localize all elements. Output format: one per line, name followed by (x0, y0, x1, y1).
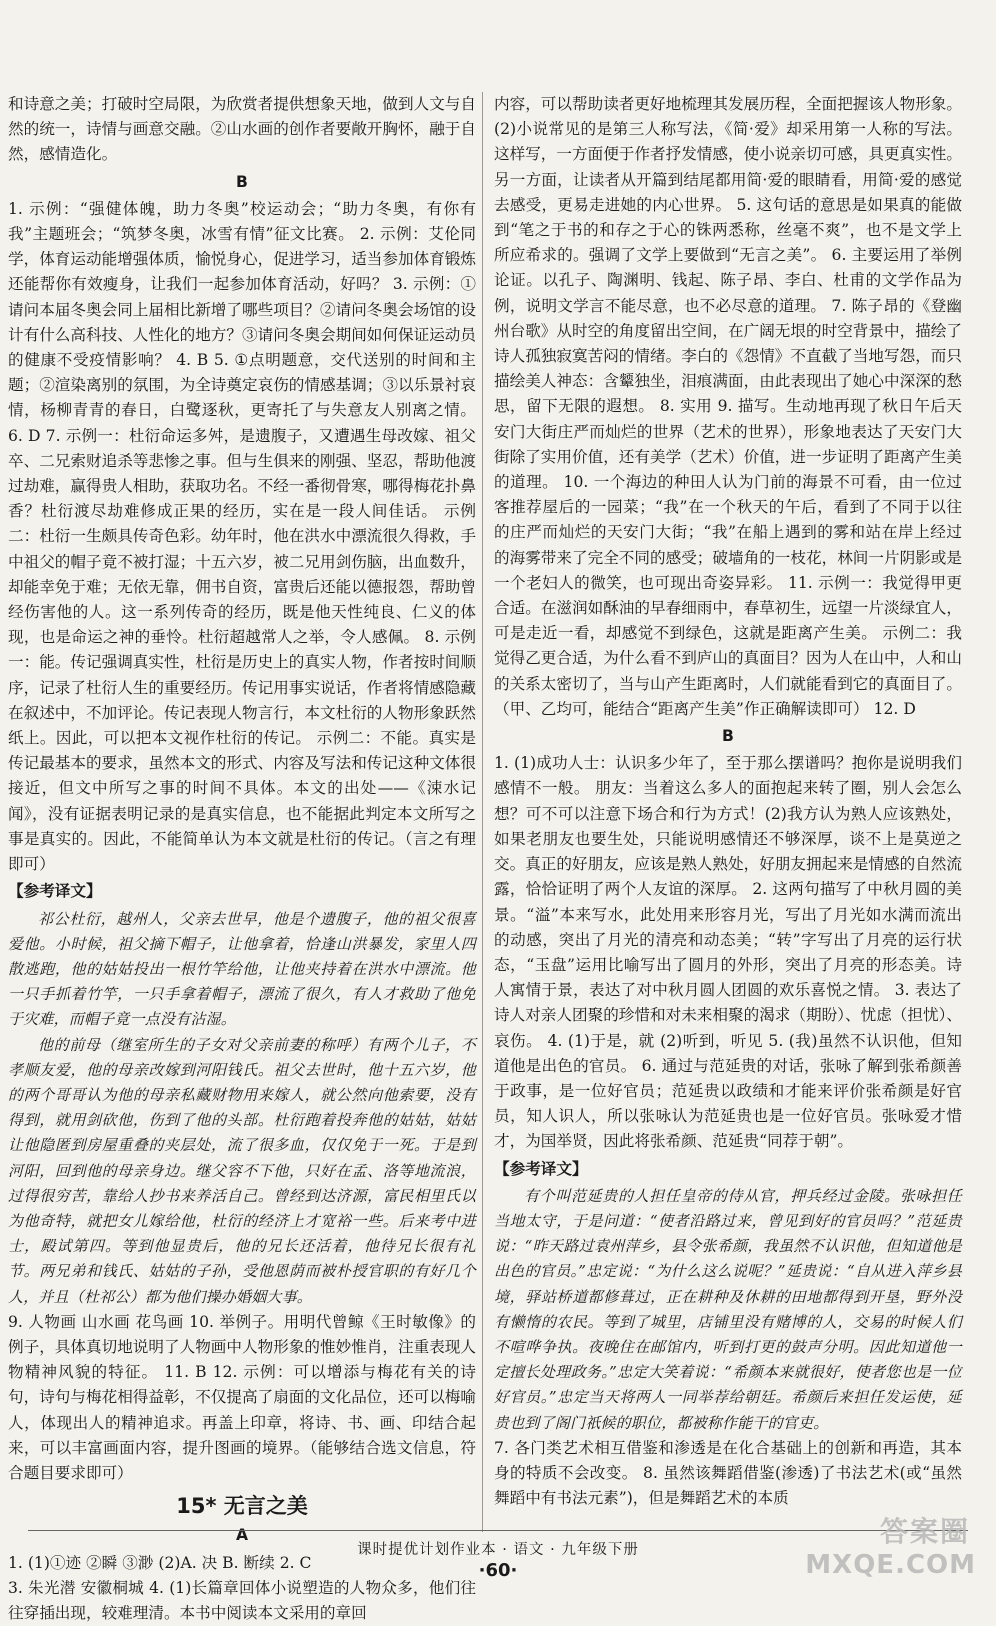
answer-paragraph: 1. (1)成功人士：认识多少年了，至于那么摆谱吗？抱你是说明我们感情不一般。 朋友：当着这么多人的面抱起来转了圈，别人会怎么想？可不可以注意下场合和行为方式！(2)我方认为熟人应该熟处，如果老朋友也要生处，只能说明感情还不够深厚，谈不上是莫逆之交。真正的好朋友，应该是熟人熟处，好朋友拥起来是情感的自然流露，恰恰证明了两个人友谊的深厚。 2. 这两句描写了中秋月圆的美景。“溢”本来写水，此处用来形容月光，写出了月光如水满而流出的动感，突出了月光的清亮和动态美；“转”字写出了月亮的运行状态，“玉盘”运用比喻写出了圆月的外形，突出了月亮的形态美。诗人寓情于景，表达了对中秋月圆人团圆的欢乐喜悦之情。 3. 表达了诗人对亲人团聚的珍惜和对未来相聚的渴求（期盼）、忧虑（担忧）、哀伤。 4. (1)于是，就 (2)听到，听见 5. (我)虽然不认识他，但知道他是出色的官员。 6. 通过与范延贵的对话，张咏了解到张希颜善于政事，是一位好官员；范延贵以政绩和才能来评价张希颜是好官员，知人识人，所以张咏认为范延贵也是一位好官员。张咏爱才惜才，为国举贤，因此将张希颜、范延贵“同荐于朝”。 (494, 754, 962, 1151)
section-heading-b: B (236, 172, 248, 191)
reference-translation-heading: 【参考译文】 (494, 1159, 588, 1178)
translation-paragraph: 有个叫范延贵的人担任皇帝的侍从官，押兵经过金陵。张咏担任当地太守，于是问道：“使者沿路过来，曾见到好的官员吗？”范延贵说：“昨天路过袁州萍乡，县令张希颜，我虽然不认识他，但知道他是出色的官员。”忠定说：“为什么这么说呢？”延贵说：“自从进入萍乡县境，驿站桥道都修葺过，正在耕种及休耕的田地都得到开垦，野外没有懒惰的农民。等到了城里，店铺里没有赌博的人，交易的时候人们不喧哗争执。夜晚住在邮馆内，听到打更的鼓声分明。因此知道他一定擅长处理政务。”忠定大笑着说：“希颜本来就很好，使者您也是一位好官员。”忠定当天将两人一同举荐给朝廷。希颜后来担任发运使，延贵也到了阁门祇候的职位，都被称作能干的官吏。 (494, 1186, 962, 1432)
answer-paragraph: 3. 朱光潜 安徽桐城 4. (1)长篇章回体小说塑造的人物众多，他们往往穿插出现，较难理清。本书中阅读本文采用的章回 (8, 1578, 476, 1622)
answer-paragraph: 1. (1)①迹 ②瞬 ③渺 (2)A. 决 B. 断续 2. C (8, 1553, 312, 1572)
page-number: ·60· (478, 1560, 518, 1581)
section-heading-b: B (722, 727, 734, 746)
left-column (8, 92, 476, 1626)
watermark (805, 1510, 982, 1590)
translation-paragraph: 他的前母（继室所生的子女对父亲前妻的称呼）有两个儿子，不孝顺友爱，他的母亲改嫁到河阳钱氏。祖父去世时，他十五六岁，他的两个哥哥认为他的母亲私藏财物用来嫁人，就公然向他索要，没有得到，就用剑砍他，伤到了他的头部。杜衍跑着投奔他的姑姑，姑姑让他隐匿到房屋重叠的夹层处，流了很多血，仅仅免于一死。于是到河阳，回到他的母亲身边。继父容不下他，只好在孟、洛等地流浪，过得很穷苦，靠给人抄书来养活自己。曾经到达济源，富民相里氏以为他奇特，就把女儿嫁给他，杜衍的经济上才宽裕一些。后来考中进士，殿试第四。等到他显贵后，他的兄长还活着，他待兄长很有礼节。两兄弟和钱氏、姑姑的子孙，受他恩荫而被朴授官职的有好几个人，并且（杜祁公）都为他们操办婚姻大事。 (8, 1035, 476, 1306)
answer-paragraph: 9. 人物画 山水画 花鸟画 10. 举例子。用明代曾鲸《王时敏像》的例子，具体真切地说明了人物画中人物形象的惟妙惟肖，注重表现人物精神风貌的特征。 11. B 12. 示例：可以增添与梅花有关的诗句，诗句与梅花相得益彰，不仅提高了扇面的文化品位，还可以梅喻人，体现出人的精神追求。再盖上印章，将诗、书、画、印结合起来，可以丰富画面内容，提升图画的境界。（能够结合选文信息，符合题目要求即可） (8, 1312, 476, 1482)
reference-translation-heading: 【参考译文】 (8, 882, 102, 901)
answer-paragraph: 和诗意之美；打破时空局限，为欣赏者提供想象天地，做到人文与自然的统一，诗情与画意交融。②山水画的创作者要敞开胸怀，融于自然，感情造化。 (8, 95, 476, 164)
footer-book-title: 课时提优计划作业本 · 语文 · 九年级下册 (357, 1542, 639, 1558)
footer-rule (28, 1530, 968, 1531)
answer-paragraph: 7. 各门类艺术相互借鉴和渗透是在化合基础上的创新和再造，其本身的特质不会改变。 8. 虽然该舞蹈借鉴(渗透)了书法艺术(或“虽然舞蹈中有书法元素”)，但是舞蹈艺术的本质 (494, 1438, 962, 1508)
section-heading-a: A (235, 1526, 249, 1545)
answer-paragraph: 内容，可以帮助读者更好地梳理其发展历程，全面把握该人物形象。(2)小说常见的是第三人称写法，《简·爱》却采用第一人称的写法。这样写，一方面便于作者抒发情感，使小说亲切可感，具更真实性。另一方面，让读者从开篇到结尾都用简·爱的眼睛看，用简·爱的感觉去感受，更易走进她的内心世界。 5. 这句话的意思是如果真的能做到“笔之于书的和存之于心的铢两悉称，丝毫不爽”，也不是文学上所应希求的。强调了文学上要做到“无言之美”。 6. 主要运用了举例论证。以孔子、陶渊明、钱起、陈子昂、李白、杜甫的文学作品为例，说明文学言不能尽意，也不必尽意的道理。 7. 陈子昂的《登幽州台歌》从时空的角度留出空间，在广阔无垠的时空背景中，描绘了诗人孤独寂寞苦闷的情绪。李白的《怨情》不直截了当地写怨，而只描绘美人神态：含颦独坐，泪痕满面，由此表现出了她心中深深的愁思，留下无限的遐想。 8. 实用 9. 描写。生动地再现了秋日午后天安门大街庄严而灿烂的世界（艺术的世界），形象地表达了天安门大街除了实用价值，还有美学（艺术）价值，进一步证明了距离产生美的道理。 10. 一个海边的种田人认为门前的海景不可看，由一位过客推荐屋后的一园菜；“我”在一个秋天的午后，看到了不同于以往的庄严而灿烂的天安门大街；“我”在船上遇到的雾和站在岸上经过的海雾带来了完全不同的感受；破墙角的一枝花，林间一片阴影或是一个老妇人的微笑，也可现出奇姿异彩。 11. 示例一：我觉得甲更合适。在滋润如酥油的早春细雨中，春草初生，远望一片淡绿宜人，可是走近一看，却感觉不到绿色，这就是距离产生美。 示例二：我觉得乙更合适，为什么看不到庐山的真面目？因为人在山中，人和山的关系太密切了，当与山产生距离时，人们就能看到它的真面目了。（甲、乙均可，能结合“距离产生美”作正确解读即可） 12. D (494, 95, 962, 718)
translation-paragraph: 祁公杜衍，越州人，父亲去世早，他是个遗腹子，他的祖父很喜爱他。小时候，祖父摘下帽子，让他拿着，恰逢山洪暴发，家里人四散逃跑，他的姑姑投出一根竹竿给他，让他夹持着在洪水中漂流。他一只手抓着竹竿，一只手拿着帽子，漂流了很久，有人才救助了他免于灾难，而帽子竟一点没有沾湿。 (8, 909, 476, 1029)
column-divider (482, 92, 483, 1532)
right-column (494, 92, 962, 1511)
watermark-url: MXQE.COM (805, 1550, 976, 1580)
watermark-logo-icon: 答案圈 (879, 1515, 970, 1548)
chapter-title: 15* 无言之美 (176, 1494, 308, 1519)
answer-paragraph: 1. 示例：“强健体魄，助力冬奥”校运动会；“助力冬奥，有你有我”主题班会；“筑梦冬奥，冰雪有情”征文比赛。 2. 示例：艾伦同学，体育运动能增强体质，愉悦身心，促进学习，适当参加体育锻炼还能帮你有效瘦身，让我们一起参加体育活动，好吗？ 3. 示例：①请问本届冬奥会同上届相比新增了哪些项目？②请问冬奥会场馆的设计有什么高科技、人性化的地方？③请问冬奥会期间如何保证运动员的健康不受疫情影响？ 4. B 5. ①点明题意，交代送别的时间和主题；②渲染离别的氛围，为全诗奠定哀伤的情感基调；③以乐景衬哀情，杨柳青青的春日，白鹭逐秋，更寄托了与失意友人别离之情。 6. D 7. 示例一：杜衍命运多舛，是遗腹子，又遭遇生母改嫁、祖父卒、二兄索财追杀等悲惨之事。但与生俱来的刚强、坚忍，帮助他渡过劫难，赢得贵人相助，获取功名。不经一番彻骨寒，哪得梅花扑鼻香？杜衍渡尽劫难修成正果的经历，实在是一段人间佳话。 示例二：杜衍一生颇具传奇色彩。幼年时，他在洪水中漂流很久得救，手中祖父的帽子竟不被打湿；十五六岁，被二兄用剑伤脑，出血数升，却能幸免于难；无依无靠，佣书自资，富贵后还能以德报怨，帮助曾经伤害他的人。这一系列传奇的经历，既是他天性纯良、仁义的体现，也是命运之神的垂怜。杜衍超越常人之举，令人感佩。 8. 示例一：能。传记强调真实性，杜衍是历史上的真实人物，作者按时间顺序，记录了杜衍人生的重要经历。传记用事实说话，作者将情感隐藏在叙述中，不加评论。传记表现人物言行，本文杜衍的人物形象跃然纸上。因此，可以把本文视作杜衍的传记。 示例二：不能。真实是传记最基本的要求，虽然本文的形式、内容及写法和传记这种文体很接近，但文中所写之事的时间不具体。本文的出处——《涑水记闻》，没有证据表明记录的是真实信息，也不能据此判定本文所写之事是真实的。因此，不能简单认为本文就是杜衍的传记。（言之有理即可） (8, 199, 476, 874)
